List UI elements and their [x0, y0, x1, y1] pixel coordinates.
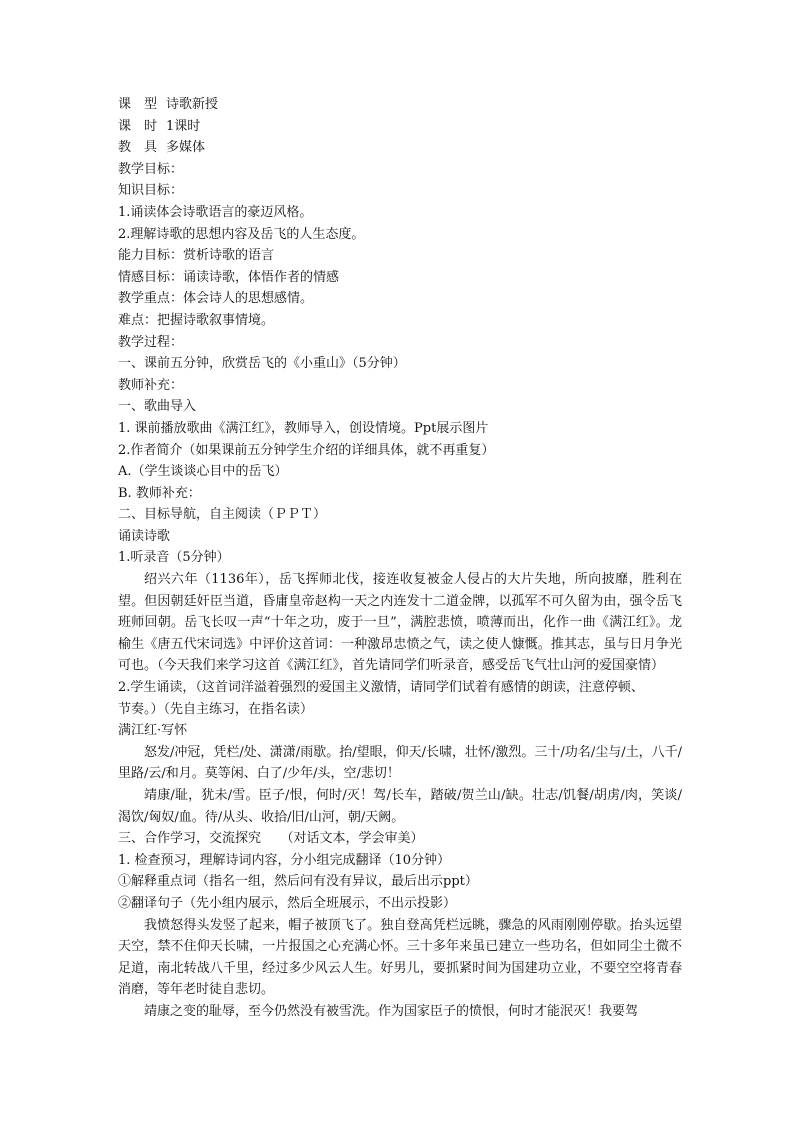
meta-course-type	[118, 94, 682, 116]
knowledge-goal-2: 2.理解诗歌的思想内容及岳飞的人生态度。	[118, 226, 365, 242]
song-intro-2: 2.作者简介（如果课前五分钟学生介绍的详细具体，就不再重复）	[118, 442, 495, 458]
meta-value: 诗歌新授	[166, 97, 219, 112]
meta-course-hours	[118, 116, 682, 138]
poem-stanza-1: 怒发/冲冠，凭栏/处、潇潇/雨歇。抬/望眼，仰天/长啸，壮怀/激烈。三十/功名/尘与/土，八千/里路/云/和月。莫等闲、白了/少年/头，空/悲切！	[118, 744, 682, 782]
meta-key: 教 具	[118, 140, 158, 156]
step-2: 二、目标导航，自主阅读（ＰＰＴ）	[118, 507, 327, 523]
translation-paragraph-2: 靖康之变的耻辱，至今仍然没有被雪洗。作为国家臣子的愤恨，何时才能泯灭！我要驾	[144, 1003, 639, 1019]
meta-key: 课 时	[118, 118, 158, 134]
difficulty: 难点：把握诗歌叙事情境。	[118, 312, 275, 328]
song-intro-a: A.（学生谈谈心目中的岳飞）	[118, 464, 288, 480]
knowledge-goal-1: 1.诵读体会诗歌语言的豪迈风格。	[118, 204, 313, 220]
emotion-goal: 情感目标：诵读诗歌，体悟作者的情感	[118, 269, 340, 285]
translation-paragraph-1: 我愤怒得头发竖了起来，帽子被顶飞了。独自登高凭栏远眺，骤急的风雨刚刚停歇。抬头远望天空，禁不住仰天长啸，一片报国之心充满心怀。三十多年来虽已建立一些功名，但如同尘土微不足道，南北转战八千里，经过多少风云人生。好男儿，要抓紧时间为国建功立业，不要空空将青春消磨，等年老时徒自悲切。	[118, 917, 682, 998]
meta-teaching-tools	[118, 137, 682, 159]
poem-title: 满江红·写怀	[118, 723, 188, 739]
listen-recording: 1.听录音（5分钟）	[118, 550, 230, 566]
student-reading-1: 2.学生诵读，（这首词洋溢着强烈的爱国主义激情，请同学们试着有感情的朗读，注意停顿、	[118, 680, 644, 696]
step-1: 一、课前五分钟，欣赏岳飞的《小重山》（5分钟）	[118, 356, 406, 372]
knowledge-heading: 知识目标：	[118, 183, 184, 199]
key-point: 教学重点：体会诗人的思想感情。	[118, 291, 314, 307]
process-heading: 教学过程：	[118, 334, 184, 350]
poem-stanza-2: 靖康/耻，犹未/雪。臣子/恨，何时/灭！驾/长车，踏破/贺兰山/缺。壮志/饥餐/胡虏/肉，笑谈/渴饮/匈奴/血。待/从头、收拾/旧/山河，朝/天阙。	[118, 788, 682, 825]
song-intro-heading: 一、歌曲导入	[118, 399, 197, 415]
step-3: 三、合作学习，交流探究 （对话文本，学会审美）	[118, 831, 424, 847]
student-reading-2: 节奏。）（先自主练习，在指名读）	[118, 701, 314, 717]
preview-check: 1. 检查预习，理解诗词内容，分小组完成翻译（10分钟）	[118, 852, 451, 868]
teacher-supplement: 教师补充：	[118, 377, 184, 393]
background-paragraph: 绍兴六年（1136年），岳飞挥师北伐，接连收复被金人侵占的大片失地，所向披靡，胜利在望。但因朝廷奸臣当道，昏庸皇帝赵构一天之内连发十二道金牌，以孤军不可久留为由，强令岳飞班师回朝。岳飞长叹一声“十年之功，废于一旦”，满腔悲愤，喷薄而出，化作一曲《满江红》。龙榆生《唐五代宋词选》中评价这首词：一种激昂忠愤之气，读之使人慷慨。推其志，虽与日月争光可也。（今天我们来学习这首《满江红》，首先请同学们听录音，感受岳飞气壮山河的爱国豪情）	[118, 572, 682, 674]
ability-goal: 能力目标：赏析诗歌的语言	[118, 248, 275, 264]
goals-heading: 教学目标：	[118, 161, 184, 177]
song-intro-b: B. 教师补充：	[118, 485, 201, 501]
meta-value: 多媒体	[166, 140, 206, 156]
meta-value: 1课时	[166, 118, 201, 134]
explain-key-words: ①解释重点词（指名一组，然后问有没有异议，最后出示ppt）	[118, 874, 478, 890]
translate-sentences: ②翻译句子（先小组内展示，然后全班展示，不出示投影）	[118, 895, 457, 911]
song-intro-1: 1. 课前播放歌曲《满江红》，教师导入，创设情境。Ppt展示图片	[118, 420, 489, 436]
recite-heading: 诵读诗歌	[118, 528, 171, 544]
meta-key: 课 型	[118, 97, 158, 112]
